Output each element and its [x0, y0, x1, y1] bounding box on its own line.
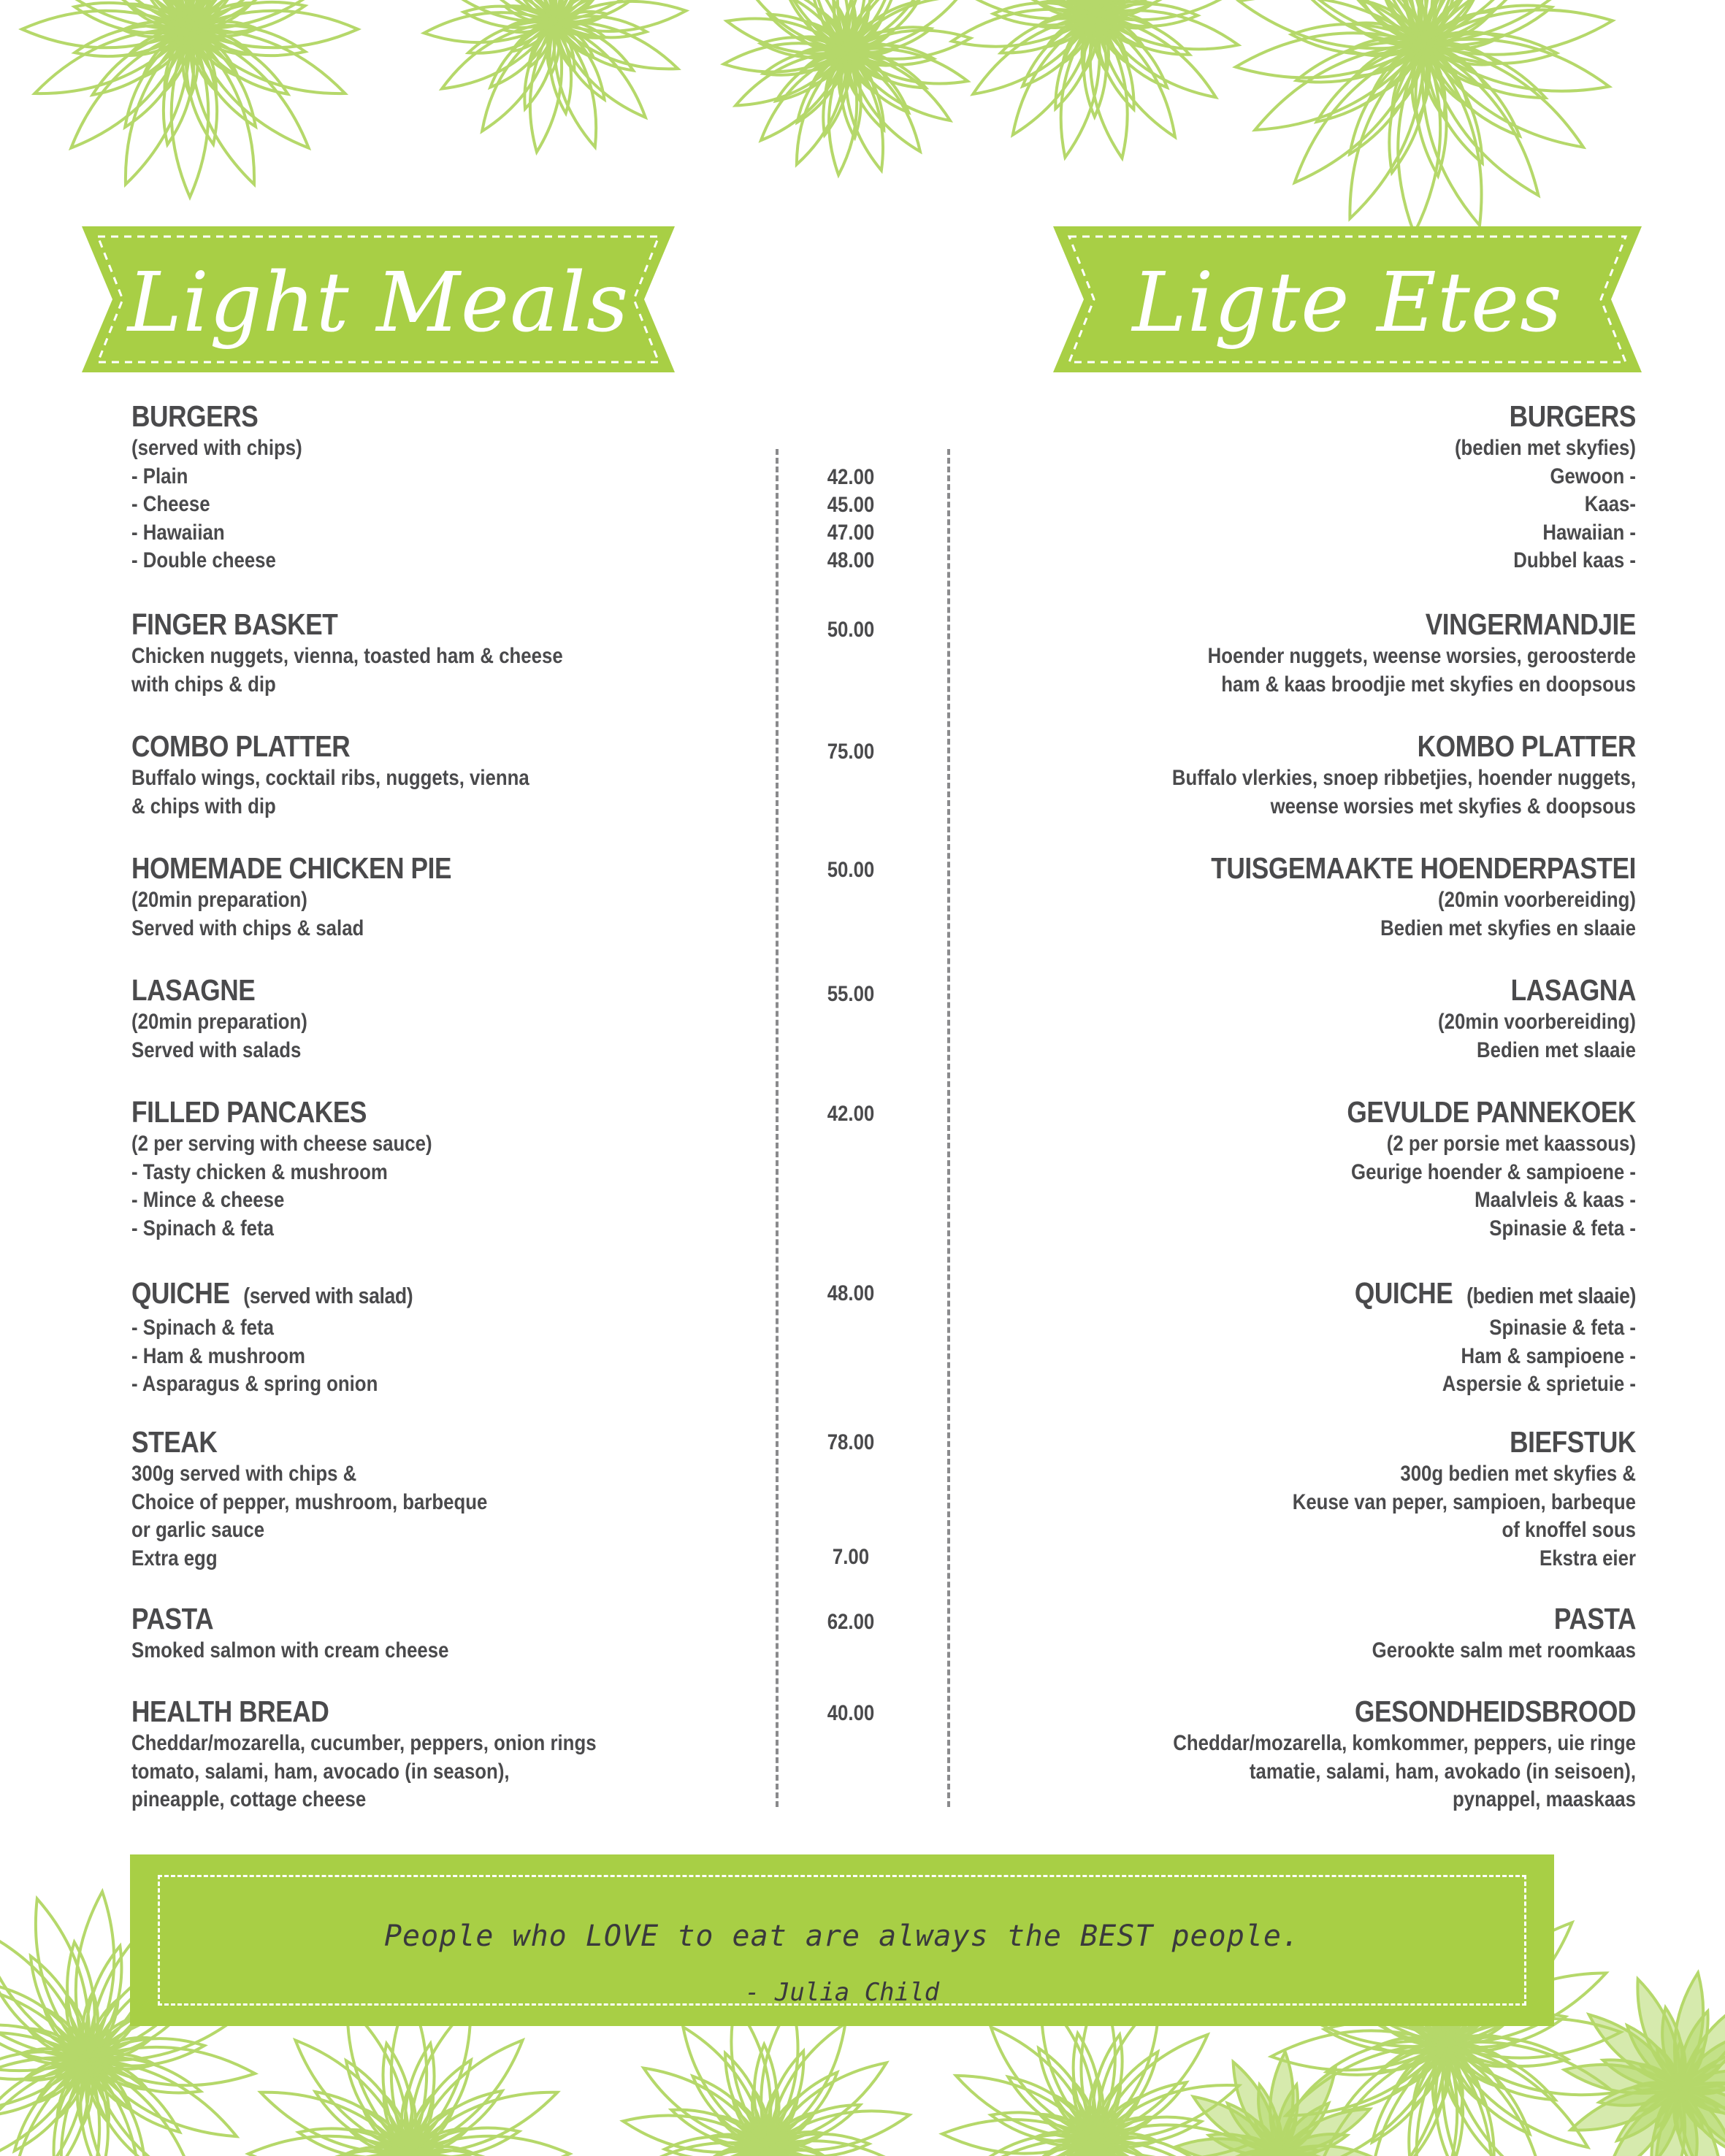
leaf-bloom: [423, 0, 687, 154]
price: 7.00: [832, 1545, 870, 1569]
banner-ligte-etes: [1053, 226, 1642, 372]
menu-item-en: [131, 1424, 789, 1573]
item-line: Cheddar/mozarella, cucumber, peppers, onion rings: [131, 1731, 597, 1755]
item-line: Kaas-: [1584, 492, 1636, 516]
price: 40.00: [827, 1701, 875, 1725]
item-line: - Spinach & feta: [131, 1316, 274, 1340]
item-line: Served with chips & salad: [131, 916, 364, 940]
item-line: or garlic sauce: [131, 1518, 265, 1542]
menu-item-en: [131, 972, 789, 1064]
item-line: Geurige hoender & sampioene -: [1351, 1159, 1636, 1184]
price: 62.00: [827, 1610, 875, 1634]
item-title: FILLED PANCAKES: [131, 1095, 367, 1129]
item-title: TUISGEMAAKTE HOENDERPASTEI: [1211, 851, 1636, 885]
item-title: LASAGNA: [1510, 973, 1636, 1007]
item-line: Choice of pepper, mushroom, barbeque: [131, 1489, 488, 1514]
item-line: (bedien met skyfies): [1454, 436, 1636, 460]
price: 42.00: [827, 1102, 875, 1126]
leaf-bloom: [1562, 1971, 1725, 2156]
price: 75.00: [827, 740, 875, 764]
menu-item-en: [131, 1275, 789, 1399]
price: 48.00: [827, 1281, 875, 1305]
item-title: KOMBO PLATTER: [1417, 729, 1636, 763]
item-line: - Tasty chicken & mushroom: [131, 1159, 388, 1184]
item-line: Bedien met slaaie: [1477, 1037, 1636, 1062]
item-subtitle: (served with salad): [243, 1283, 413, 1308]
menu-item-af: [949, 728, 1636, 821]
item-line: - Hawaiian: [131, 520, 225, 545]
item-title: [1046, 1275, 1636, 1314]
item-line: of knoffel sous: [1502, 1518, 1636, 1542]
item-line: (2 per porsie met kaassous): [1386, 1132, 1636, 1156]
item-title: PASTA: [131, 1602, 214, 1635]
item-line: & chips with dip: [131, 794, 276, 818]
item-line: (served with chips): [131, 436, 302, 460]
menu-item-en: [131, 1693, 789, 1814]
menu-item-en: [131, 398, 789, 575]
floral-decoration-top: [0, 0, 1725, 234]
item-title: PASTA: [1553, 1602, 1636, 1635]
item-line: with chips & dip: [131, 672, 276, 697]
item-line: Ekstra eier: [1540, 1546, 1636, 1570]
quote-text: People who LOVE to eat are always the BEST people.: [383, 1919, 1301, 1953]
item-line: Spinasie & feta -: [1489, 1216, 1636, 1240]
item-line: Gewoon -: [1550, 464, 1636, 488]
menu-item-af: [949, 606, 1636, 699]
quote-box: [130, 1854, 1554, 2026]
item-line: Served with salads: [131, 1037, 302, 1062]
item-line: pineapple, cottage cheese: [131, 1787, 367, 1811]
item-line: Bedien met skyfies en slaaie: [1380, 916, 1636, 940]
item-title: BIEFSTUK: [1510, 1425, 1636, 1459]
item-title-text: QUICHE: [131, 1276, 230, 1310]
item-line: (20min voorbereiding): [1438, 888, 1636, 912]
item-title: BURGERS: [1509, 399, 1636, 433]
item-line: - Cheese: [131, 492, 210, 516]
menu-item-af: [949, 1275, 1636, 1399]
price: 47.00: [827, 521, 875, 545]
menu-item-en: [131, 606, 789, 699]
quote-author: - Julia Child: [744, 1978, 940, 2007]
item-line: Chicken nuggets, vienna, toasted ham & cheese: [131, 644, 563, 668]
item-title: GESONDHEIDSBROOD: [1355, 1695, 1636, 1728]
price: 50.00: [827, 858, 875, 882]
item-line: Dubbel kaas -: [1513, 548, 1636, 572]
item-title: LASAGNE: [131, 973, 256, 1007]
item-line: ham & kaas broodjie met skyfies en doopsous: [1221, 672, 1636, 697]
item-line: (20min voorbereiding): [1438, 1010, 1636, 1034]
item-line: - Double cheese: [131, 548, 276, 572]
item-line: Spinasie & feta -: [1489, 1316, 1636, 1340]
leaf-bloom: [949, 0, 1242, 161]
menu-item-af: [949, 1600, 1636, 1665]
item-subtitle: (bedien met slaaie): [1466, 1283, 1636, 1308]
leaf-bloom: [722, 0, 972, 176]
item-line: Extra egg: [131, 1546, 218, 1570]
menu-item-en: [131, 1600, 789, 1665]
item-line: (20min preparation): [131, 888, 307, 912]
menu-item-en: [131, 728, 789, 821]
item-line: - Ham & mushroom: [131, 1343, 305, 1368]
banner-light-meals: [82, 226, 675, 372]
banner-title-en: Light Meals: [127, 256, 630, 350]
menu-item-af: [949, 1094, 1636, 1243]
item-line: Aspersie & sprietuie -: [1442, 1372, 1636, 1396]
item-line: tomato, salami, ham, avocado (in season),: [131, 1759, 510, 1784]
item-line: Gerookte salm met roomkaas: [1372, 1638, 1636, 1662]
menu-item-af: [949, 850, 1636, 943]
item-line: tamatie, salami, ham, avokado (in seisoen),: [1249, 1759, 1636, 1784]
item-title: STEAK: [131, 1425, 218, 1459]
menu-item-af: [949, 1424, 1636, 1573]
item-line: - Plain: [131, 464, 188, 488]
price: 48.00: [827, 548, 875, 572]
item-line: pynappel, maaskaas: [1453, 1787, 1636, 1811]
item-line: Maalvleis & kaas -: [1475, 1188, 1636, 1212]
item-title: VINGERMANDJIE: [1425, 607, 1636, 641]
menu-item-af: [949, 1693, 1636, 1814]
item-title: HEALTH BREAD: [131, 1695, 329, 1728]
menu-item-en: [131, 1094, 789, 1243]
item-line: 300g served with chips &: [131, 1462, 357, 1486]
item-line: - Spinach & feta: [131, 1216, 274, 1240]
item-line: weense worsies met skyfies & doopsous: [1270, 794, 1636, 818]
item-line: Hawaiian -: [1542, 520, 1636, 545]
item-line: Buffalo wings, cocktail ribs, nuggets, vienna: [131, 766, 529, 790]
item-line: Ham & sampioene -: [1461, 1343, 1636, 1368]
item-title: BURGERS: [131, 399, 259, 433]
quote-border: [158, 1875, 1526, 2006]
item-line: Keuse van peper, sampioen, barbeque: [1292, 1489, 1636, 1514]
item-line: - Mince & cheese: [131, 1188, 285, 1212]
item-line: Cheddar/mozarella, komkommer, peppers, uie ringe: [1173, 1731, 1636, 1755]
menu-item-af: [949, 972, 1636, 1064]
leaf-bloom: [1233, 0, 1615, 234]
item-line: Hoender nuggets, weense worsies, geroosterde: [1207, 644, 1636, 668]
menu-item-af: [949, 398, 1636, 575]
item-title: [131, 1275, 697, 1314]
banner-title-af: Ligte Etes: [1132, 256, 1563, 350]
price: 55.00: [827, 982, 875, 1006]
leaf-bloom: [22, 0, 358, 197]
price: 50.00: [827, 618, 875, 642]
item-line: - Asparagus & spring onion: [131, 1372, 378, 1396]
item-title: COMBO PLATTER: [131, 729, 351, 763]
menu-item-en: [131, 850, 789, 943]
item-line: (2 per serving with cheese sauce): [131, 1132, 432, 1156]
item-line: (20min preparation): [131, 1010, 307, 1034]
item-line: Buffalo vlerkies, snoep ribbetjies, hoender nuggets,: [1171, 766, 1636, 790]
item-title: HOMEMADE CHICKEN PIE: [131, 851, 452, 885]
item-line: Smoked salmon with cream cheese: [131, 1638, 449, 1662]
price: 78.00: [827, 1430, 875, 1454]
item-title: GEVULDE PANNEKOEK: [1347, 1095, 1636, 1129]
price: 42.00: [827, 465, 875, 489]
item-title-text: QUICHE: [1354, 1276, 1453, 1310]
item-title: FINGER BASKET: [131, 607, 338, 641]
item-line: 300g bedien met skyfies &: [1400, 1462, 1636, 1486]
price: 45.00: [827, 493, 875, 517]
